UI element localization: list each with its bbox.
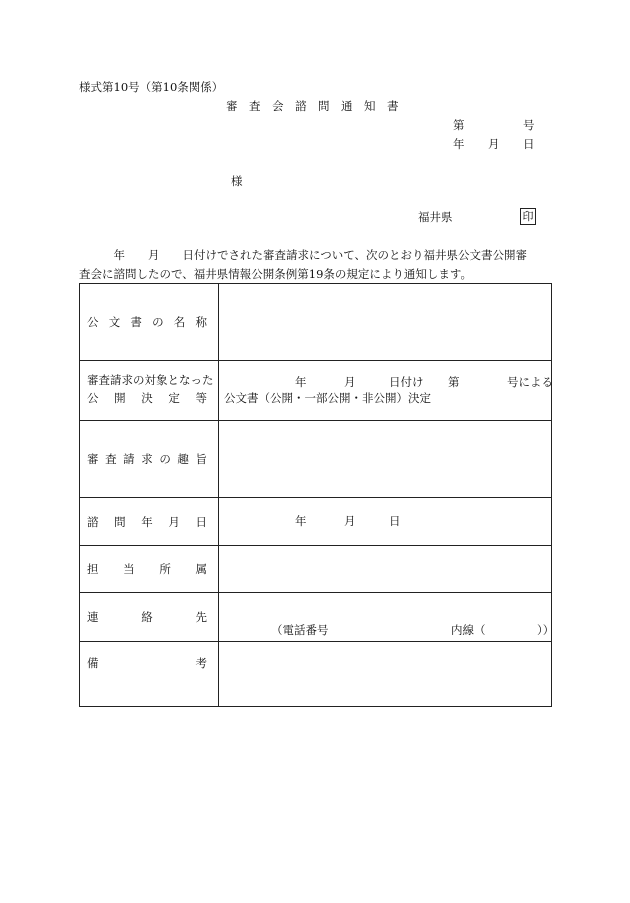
label-char: 等	[195, 391, 207, 406]
document-title: 審 査 会 諮 問 通 知 書	[226, 99, 399, 113]
label-remarks	[80, 642, 219, 707]
decision-year: 年	[295, 375, 307, 389]
date-year: 年	[453, 137, 465, 151]
label-char: 当	[123, 562, 135, 576]
decision-type-text: 公文書（公開・一部公開・非公開）決定	[224, 391, 431, 405]
date-day: 日	[523, 137, 535, 151]
label-char: 審	[87, 452, 99, 466]
notice-table	[79, 283, 555, 707]
form-number: 様式第10号（第10条関係）	[79, 80, 224, 94]
label-char: 考	[195, 656, 207, 670]
value-purpose[interactable]	[219, 421, 552, 498]
number-prefix: 第	[453, 118, 465, 132]
value-consult-date[interactable]	[219, 498, 552, 546]
label-decision	[80, 361, 219, 421]
consult-year: 年	[295, 514, 307, 528]
table-row-remarks	[80, 642, 552, 707]
label-department	[80, 546, 219, 593]
label-char: 公	[87, 315, 99, 329]
decision-number-prefix: 第	[448, 375, 460, 389]
table-row-purpose	[80, 421, 552, 498]
label-char: 称	[195, 315, 207, 329]
label-char: 月	[168, 514, 180, 529]
table-row-department	[80, 546, 552, 593]
label-document-name	[80, 284, 219, 361]
label-char: 決	[141, 391, 153, 406]
table-row-document-name	[80, 284, 552, 361]
decision-month: 月	[344, 375, 356, 389]
value-decision[interactable]	[219, 361, 552, 421]
label-char: 請	[123, 452, 135, 466]
sender-name: 福井県	[418, 210, 453, 224]
addressee-suffix: 様	[231, 174, 243, 188]
label-char: 連	[87, 610, 99, 624]
label-purpose	[80, 421, 219, 498]
label-contact	[80, 593, 219, 642]
table-row-contact	[80, 593, 552, 642]
label-char: 担	[87, 562, 99, 576]
label-char: 定	[168, 391, 180, 406]
body-text-line-2: 査会に諮問したので、福井県情報公開条例第19条の規定により通知します。	[79, 267, 472, 281]
decision-number-suffix: 号による	[507, 375, 553, 389]
consult-month: 月	[344, 514, 356, 528]
label-char: 旨	[195, 452, 207, 466]
value-document-name[interactable]	[219, 284, 552, 361]
value-remarks[interactable]	[219, 642, 552, 707]
body-text-line-1: 年 月 日付けでされた審査請求について、次のとおり福井県公文書公開審	[79, 248, 528, 262]
label-char: 属	[195, 562, 207, 576]
label-char: 絡	[141, 610, 153, 624]
consult-day: 日	[389, 514, 401, 528]
label-char: 年	[141, 514, 153, 529]
table-row-consult-date	[80, 498, 552, 546]
extension-label: 内線（	[451, 623, 486, 637]
label-char: 問	[114, 514, 126, 529]
label-consult-date	[80, 498, 219, 546]
label-char: 文	[108, 315, 121, 329]
label-char: 公	[87, 391, 99, 406]
value-contact[interactable]	[219, 593, 555, 642]
close-paren: ））	[537, 623, 555, 637]
label-char: 先	[195, 610, 207, 624]
label-char: 名	[173, 315, 186, 329]
label-char: 書	[130, 315, 142, 329]
seal-stamp: 印	[520, 208, 536, 225]
phone-label: （電話番号	[271, 623, 329, 637]
decision-date-suffix: 日付け	[389, 375, 424, 389]
label-char: 趣	[177, 452, 189, 466]
table-row-decision	[80, 361, 552, 421]
label-char: 査	[105, 452, 117, 466]
value-department[interactable]	[219, 546, 552, 593]
label-char: 諮	[87, 514, 99, 529]
label-char: の	[152, 315, 164, 329]
label-char: の	[159, 452, 171, 466]
number-suffix: 号	[523, 118, 535, 132]
label-char: 求	[141, 452, 153, 466]
label-char: 備	[87, 656, 99, 670]
label-decision-line-1: 審査請求の対象となった	[87, 372, 214, 387]
label-char: 日	[195, 514, 207, 529]
label-char: 開	[114, 391, 126, 406]
label-char: 所	[159, 562, 171, 576]
date-month: 月	[488, 137, 500, 151]
